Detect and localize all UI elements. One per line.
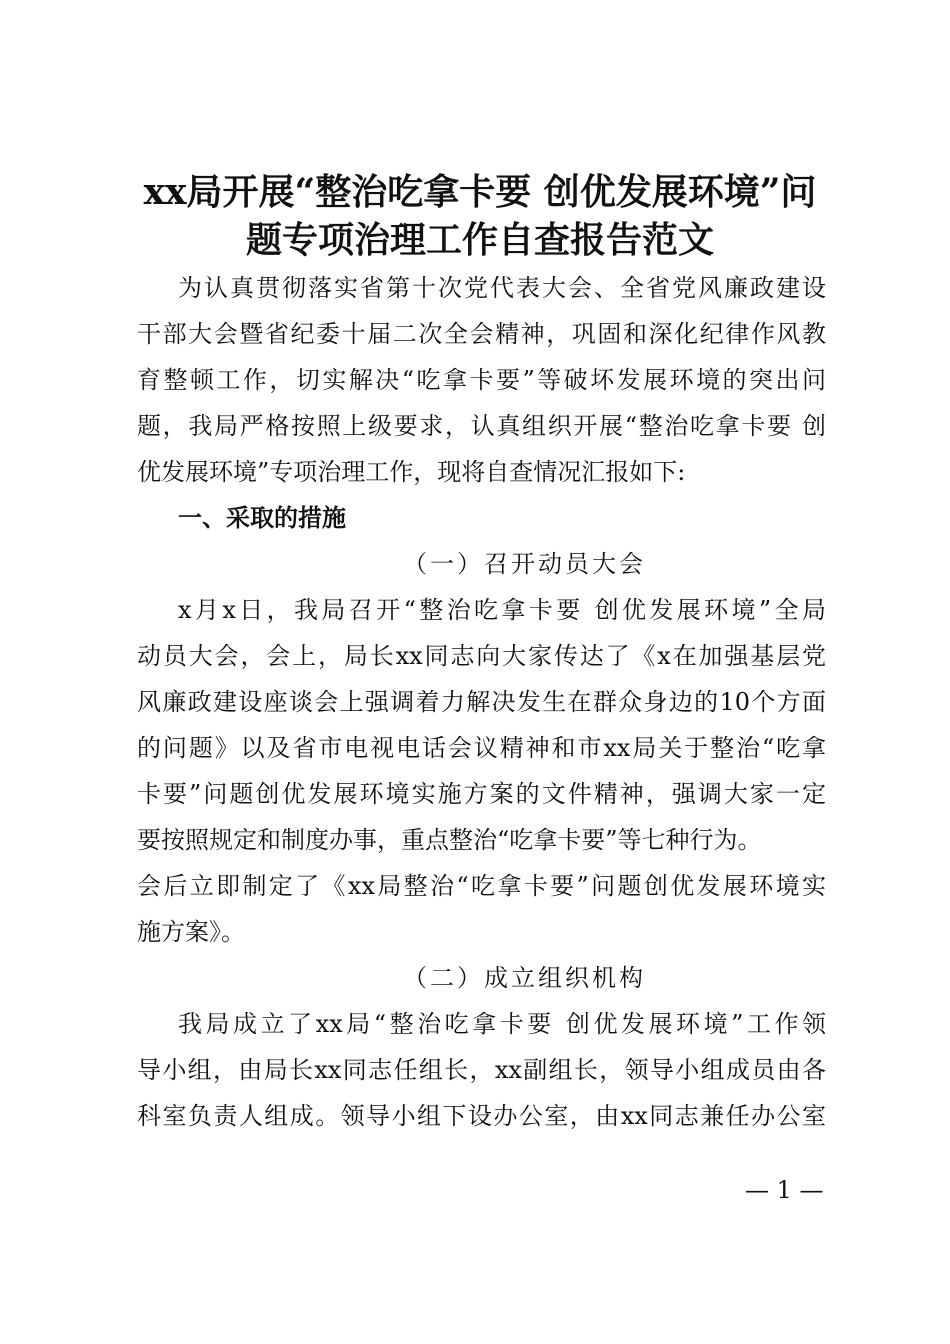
paragraph-line: x月x日，我局召开“整治吃拿卡要 创优发展环境”全局 <box>178 596 826 624</box>
subsection-heading: （二）成立组织机构 <box>403 964 646 992</box>
paragraph-line: 育整顿工作，切实解决“吃拿卡要”等破坏发展环境的突出问 <box>137 366 826 394</box>
section-heading: 一、采取的措施 <box>178 504 346 532</box>
paragraph-line: 为认真贯彻落实省第十次党代表大会、全省党风廉政建设 <box>178 274 826 302</box>
paragraph-line: 科室负责人组成。领导小组下设办公室，由xx同志兼任办公室 <box>137 1102 826 1130</box>
paragraph-line: 导小组，由局长xx同志任组长，xx副组长，领导小组成员由各 <box>137 1056 826 1084</box>
paragraph-line: 的问题》以及省市电视电话会议精神和市xx局关于整治“吃拿 <box>137 734 826 762</box>
paragraph-line: 我局成立了xx局“整治吃拿卡要 创优发展环境”工作领 <box>178 1010 826 1038</box>
paragraph-line: 施方案》。 <box>137 918 245 946</box>
document-title-line-1: xx局开展“整治吃拿卡要 创优发展环境”问 <box>143 171 817 213</box>
paragraph-line: 风廉政建设座谈会上强调着力解决发生在群众身边的10个方面 <box>137 688 826 716</box>
paragraph-line: 会后立即制定了《xx局整治“吃拿卡要”问题创优发展环境实 <box>137 872 826 900</box>
document-title-line-2: 题专项治理工作自查报告范文 <box>245 219 714 261</box>
paragraph-line: 干部大会暨省纪委十届二次全会精神，巩固和深化纪律作风教 <box>137 320 826 348</box>
subsection-heading: （一）召开动员大会 <box>403 550 646 578</box>
paragraph-line: 卡要”问题创优发展环境实施方案的文件精神，强调大家一定 <box>137 780 826 808</box>
document-body <box>137 265 826 1139</box>
paragraph-line: 要按照规定和制度办事，重点整治“吃拿卡要”等七种行为。 <box>137 826 762 854</box>
paragraph-line: 动员大会，会上，局长xx同志向大家传达了《x在加强基层党 <box>137 642 826 670</box>
page-number: — 1 — <box>745 1176 824 1204</box>
paragraph-line: 题，我局严格按照上级要求，认真组织开展“整治吃拿卡要 创 <box>137 412 826 440</box>
paragraph-line: 优发展环境”专项治理工作，现将自查情况汇报如下: <box>137 458 686 486</box>
